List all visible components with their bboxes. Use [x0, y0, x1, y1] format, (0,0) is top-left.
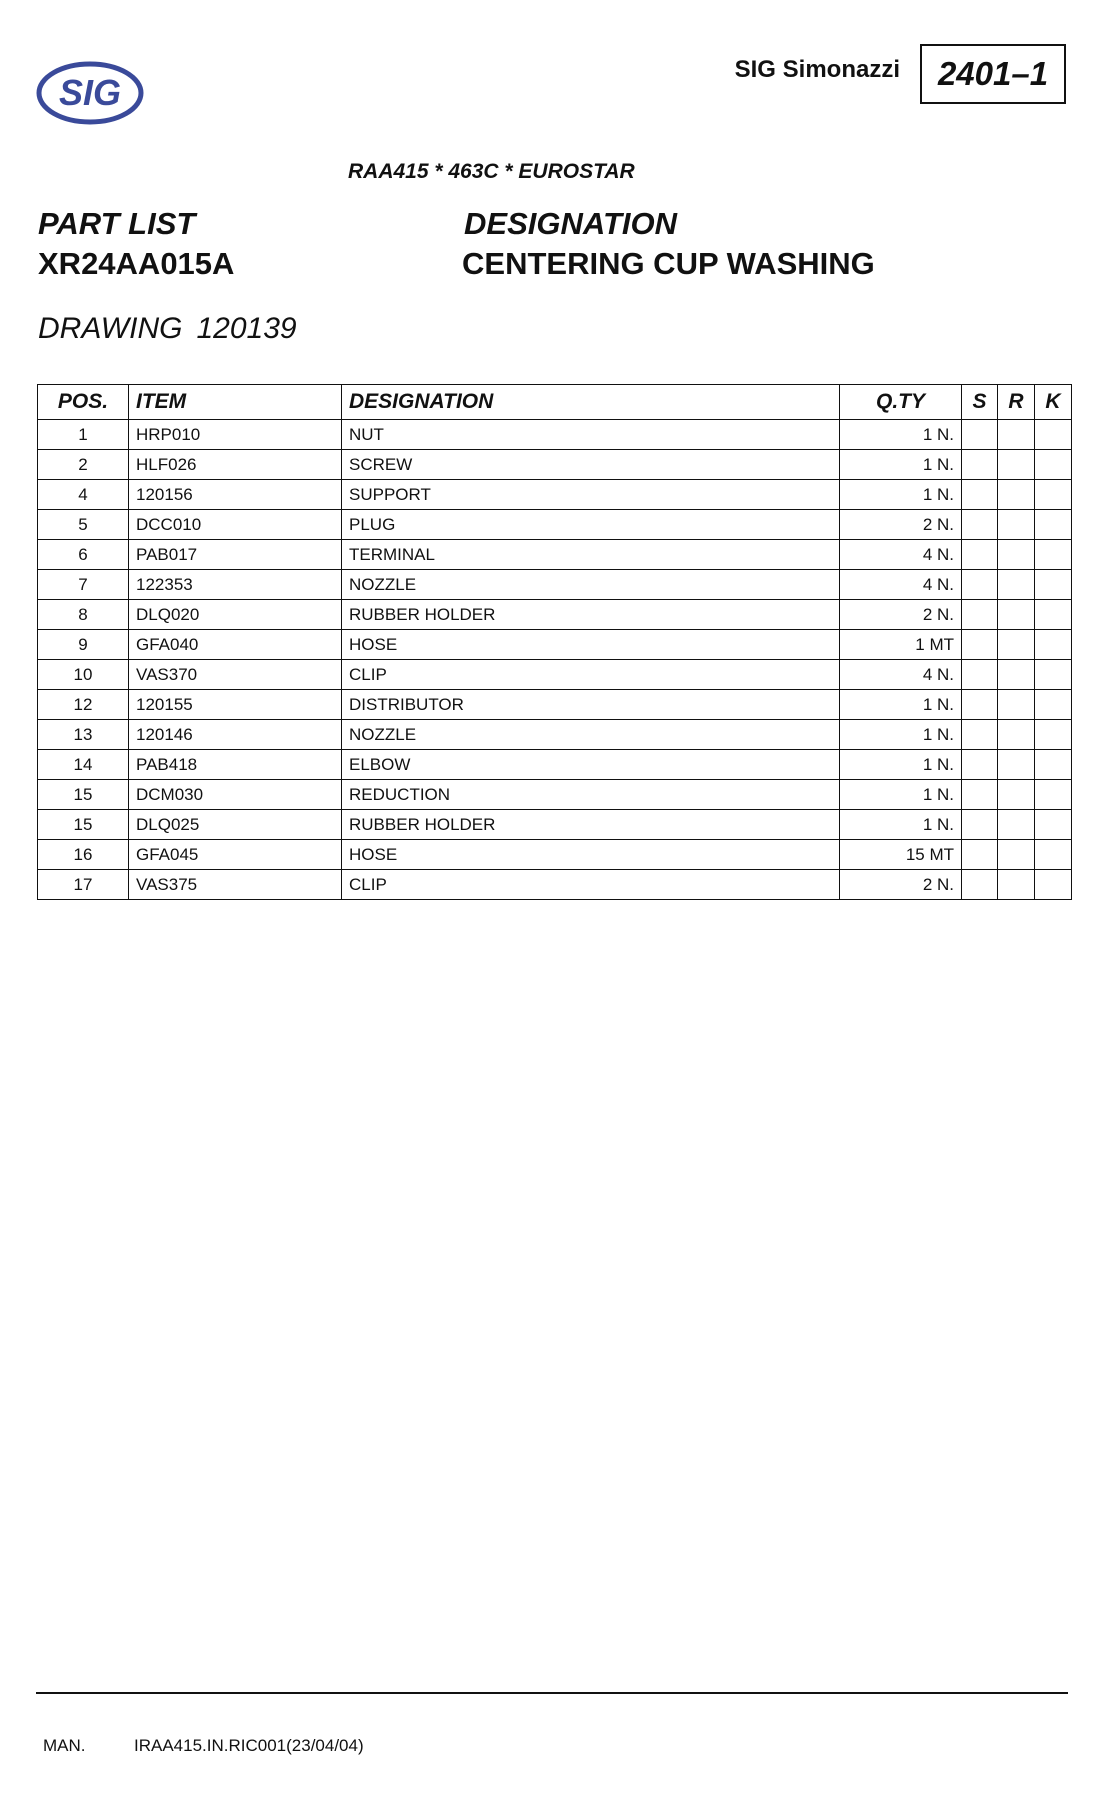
cell-s — [962, 780, 998, 810]
cell-pos: 7 — [38, 570, 129, 600]
table-row — [38, 840, 1072, 870]
cell-s — [962, 660, 998, 690]
cell-pos: 12 — [38, 690, 129, 720]
cell-qty: 4 N. — [840, 570, 962, 600]
cell-s — [962, 810, 998, 840]
cell-r — [998, 840, 1035, 870]
table-row — [38, 630, 1072, 660]
cell-designation: ELBOW — [342, 750, 840, 780]
table-row — [38, 420, 1072, 450]
cell-item: VAS375 — [129, 870, 342, 900]
cell-qty: 2 N. — [840, 600, 962, 630]
table-row — [38, 510, 1072, 540]
cell-pos: 6 — [38, 540, 129, 570]
cell-pos: 15 — [38, 780, 129, 810]
cell-designation: SCREW — [342, 450, 840, 480]
cell-s — [962, 720, 998, 750]
cell-designation: NOZZLE — [342, 720, 840, 750]
cell-r — [998, 450, 1035, 480]
header-pos: POS. — [38, 385, 129, 420]
company-name: SIG Simonazzi — [734, 56, 900, 83]
part-list-label: PART LIST — [38, 206, 196, 241]
cell-designation: TERMINAL — [342, 540, 840, 570]
footer-divider — [36, 1692, 1068, 1694]
cell-pos: 17 — [38, 870, 129, 900]
table-row — [38, 750, 1072, 780]
cell-qty: 4 N. — [840, 540, 962, 570]
cell-designation: CLIP — [342, 870, 840, 900]
cell-r — [998, 420, 1035, 450]
cell-k — [1035, 600, 1072, 630]
cell-qty: 15 MT — [840, 840, 962, 870]
cell-pos: 8 — [38, 600, 129, 630]
cell-qty: 1 N. — [840, 780, 962, 810]
cell-s — [962, 870, 998, 900]
sig-logo — [36, 60, 144, 126]
cell-qty: 1 N. — [840, 720, 962, 750]
cell-r — [998, 660, 1035, 690]
cell-qty: 4 N. — [840, 660, 962, 690]
cell-designation: DISTRIBUTOR — [342, 690, 840, 720]
cell-s — [962, 420, 998, 450]
cell-item: DLQ025 — [129, 810, 342, 840]
cell-item: DLQ020 — [129, 600, 342, 630]
cell-k — [1035, 480, 1072, 510]
header-k: K — [1035, 385, 1072, 420]
cell-s — [962, 630, 998, 660]
part-list-code: XR24AA015A — [38, 246, 235, 281]
cell-r — [998, 600, 1035, 630]
cell-s — [962, 450, 998, 480]
cell-designation: PLUG — [342, 510, 840, 540]
table-row — [38, 600, 1072, 630]
cell-item: DCC010 — [129, 510, 342, 540]
designation-value: CENTERING CUP WASHING — [462, 246, 875, 281]
cell-designation: HOSE — [342, 840, 840, 870]
cell-s — [962, 510, 998, 540]
cell-designation: NUT — [342, 420, 840, 450]
cell-k — [1035, 570, 1072, 600]
cell-designation: RUBBER HOLDER — [342, 600, 840, 630]
cell-r — [998, 780, 1035, 810]
cell-pos: 9 — [38, 630, 129, 660]
cell-item: 122353 — [129, 570, 342, 600]
cell-qty: 1 N. — [840, 690, 962, 720]
cell-r — [998, 540, 1035, 570]
cell-r — [998, 750, 1035, 780]
cell-item: 120155 — [129, 690, 342, 720]
parts-table — [37, 384, 1072, 900]
cell-k — [1035, 630, 1072, 660]
cell-k — [1035, 810, 1072, 840]
cell-s — [962, 690, 998, 720]
cell-designation: REDUCTION — [342, 780, 840, 810]
model-line: RAA415 * 463C * EUROSTAR — [348, 160, 635, 183]
table-row — [38, 660, 1072, 690]
cell-pos: 14 — [38, 750, 129, 780]
parts-table-body — [38, 420, 1072, 900]
cell-r — [998, 630, 1035, 660]
drawing-reference — [38, 312, 311, 346]
cell-r — [998, 570, 1035, 600]
cell-k — [1035, 690, 1072, 720]
cell-pos: 1 — [38, 420, 129, 450]
cell-r — [998, 870, 1035, 900]
cell-item: PAB418 — [129, 750, 342, 780]
drawing-label: DRAWING — [38, 312, 183, 345]
sig-logo-text: SIG — [58, 72, 122, 113]
cell-k — [1035, 450, 1072, 480]
cell-designation: SUPPORT — [342, 480, 840, 510]
cell-pos: 16 — [38, 840, 129, 870]
cell-s — [962, 570, 998, 600]
sheet-number: 2401–1 — [920, 44, 1066, 104]
table-row — [38, 480, 1072, 510]
footer-man-label: MAN. — [43, 1736, 86, 1755]
footer-document-code: IRAA415.IN.RIC001(23/04/04) — [134, 1736, 364, 1755]
cell-qty: 1 N. — [840, 750, 962, 780]
table-row — [38, 870, 1072, 900]
table-row — [38, 810, 1072, 840]
cell-designation: NOZZLE — [342, 570, 840, 600]
header-s: S — [962, 385, 998, 420]
cell-item: PAB017 — [129, 540, 342, 570]
table-row — [38, 570, 1072, 600]
cell-qty: 2 N. — [840, 870, 962, 900]
cell-designation: HOSE — [342, 630, 840, 660]
cell-pos: 2 — [38, 450, 129, 480]
designation-label: DESIGNATION — [464, 206, 677, 241]
cell-k — [1035, 660, 1072, 690]
drawing-number: 120139 — [196, 312, 297, 345]
cell-k — [1035, 780, 1072, 810]
table-row — [38, 450, 1072, 480]
table-row — [38, 690, 1072, 720]
cell-s — [962, 600, 998, 630]
cell-s — [962, 540, 998, 570]
cell-k — [1035, 420, 1072, 450]
cell-r — [998, 720, 1035, 750]
cell-r — [998, 510, 1035, 540]
cell-item: 120156 — [129, 480, 342, 510]
table-row — [38, 720, 1072, 750]
cell-qty: 1 N. — [840, 810, 962, 840]
header-item: ITEM — [129, 385, 342, 420]
cell-pos: 5 — [38, 510, 129, 540]
cell-pos: 10 — [38, 660, 129, 690]
cell-k — [1035, 510, 1072, 540]
cell-pos: 13 — [38, 720, 129, 750]
cell-item: 120146 — [129, 720, 342, 750]
cell-s — [962, 480, 998, 510]
header-designation: DESIGNATION — [342, 385, 840, 420]
cell-qty: 1 N. — [840, 480, 962, 510]
table-row — [38, 540, 1072, 570]
table-header-row — [38, 385, 1072, 420]
cell-k — [1035, 750, 1072, 780]
cell-k — [1035, 720, 1072, 750]
cell-k — [1035, 540, 1072, 570]
cell-qty: 1 N. — [840, 450, 962, 480]
cell-qty: 2 N. — [840, 510, 962, 540]
cell-designation: RUBBER HOLDER — [342, 810, 840, 840]
cell-item: GFA040 — [129, 630, 342, 660]
cell-item: VAS370 — [129, 660, 342, 690]
cell-r — [998, 480, 1035, 510]
cell-pos: 4 — [38, 480, 129, 510]
cell-s — [962, 840, 998, 870]
header-qty: Q.TY — [840, 385, 962, 420]
cell-pos: 15 — [38, 810, 129, 840]
cell-qty: 1 MT — [840, 630, 962, 660]
cell-k — [1035, 870, 1072, 900]
cell-item: GFA045 — [129, 840, 342, 870]
cell-item: HRP010 — [129, 420, 342, 450]
cell-k — [1035, 840, 1072, 870]
cell-r — [998, 690, 1035, 720]
cell-item: HLF026 — [129, 450, 342, 480]
cell-r — [998, 810, 1035, 840]
table-row — [38, 780, 1072, 810]
header-r: R — [998, 385, 1035, 420]
cell-designation: CLIP — [342, 660, 840, 690]
cell-qty: 1 N. — [840, 420, 962, 450]
cell-item: DCM030 — [129, 780, 342, 810]
cell-s — [962, 750, 998, 780]
